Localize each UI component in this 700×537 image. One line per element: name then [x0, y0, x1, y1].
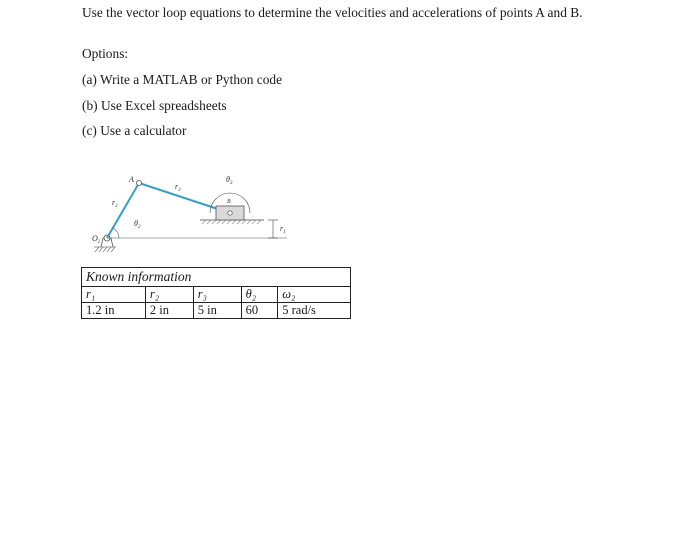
table-title-row: [82, 268, 351, 287]
ground-hatch-rail: [202, 220, 261, 224]
link-r2: [107, 183, 139, 238]
label-r3: $r_3$: [175, 182, 181, 193]
table-header-row: [82, 287, 351, 303]
joint-a: [137, 181, 142, 186]
option-a: (a) Write a MATLAB or Python code: [82, 72, 283, 87]
value-r1: 1.2 in: [82, 303, 146, 319]
header-r1: r₁: [82, 287, 146, 303]
header-theta2: θ₂: [241, 287, 278, 303]
table-row: [82, 303, 351, 319]
label-b: B: [227, 199, 231, 205]
ground-hatch-o2: [94, 247, 116, 252]
label-a: A: [129, 175, 134, 184]
label-theta2: $\theta_2$: [134, 219, 141, 230]
theta2-arc: [113, 228, 119, 238]
slider-crank-diagram: [82, 168, 312, 268]
label-theta3: $\theta_3$: [226, 175, 233, 186]
option-c: (c) Use a calculator: [82, 123, 187, 138]
label-r1: $r_1$: [280, 224, 286, 235]
question-text: Use the vector loop equations to determine the velocities and accelerations of points A and B.: [82, 5, 583, 20]
label-r2: $r_2$: [112, 198, 118, 209]
options-heading: Options:: [82, 46, 129, 61]
header-r2: r₂: [145, 287, 193, 303]
option-b: (b) Use Excel spreadsheets: [82, 98, 227, 113]
value-r3: 5 in: [193, 303, 241, 319]
joint-b: [228, 211, 232, 215]
value-theta2: 60: [241, 303, 278, 319]
label-o2: $O_2$: [92, 234, 101, 245]
value-r2: 2 in: [145, 303, 193, 319]
known-information-table: [81, 267, 351, 319]
header-omega2: ω₂: [278, 287, 351, 303]
header-r3: r₃: [193, 287, 241, 303]
table-title: Known information: [82, 268, 351, 287]
value-omega2: 5 rad/s: [278, 303, 351, 319]
